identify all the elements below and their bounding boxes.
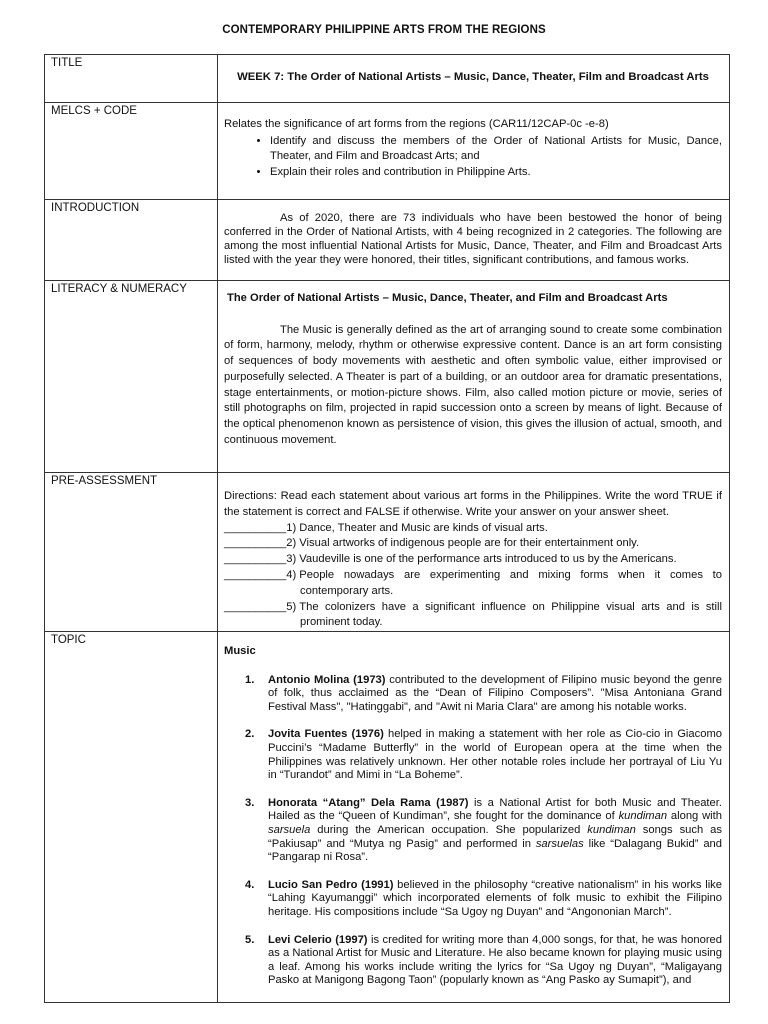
item-text: The colonizers have a significant influence on Philippine visual arts and is still [299, 600, 722, 613]
row-content-topic [218, 632, 730, 1003]
artist-name: Jovita Fuentes (1976) [268, 728, 384, 741]
melcs-bullet-list [224, 134, 722, 181]
item-text: Dance, Theater and Music are kinds of visual arts. [299, 521, 548, 534]
row-literacy [45, 281, 730, 473]
artist-name: Lucio San Pedro (1991) [268, 878, 394, 891]
row-label-topic: TOPIC [45, 632, 218, 1003]
item-text: Visual artworks of indigenous people are for their entertainment only. [299, 537, 640, 550]
artist-item [245, 728, 722, 782]
answer-blank[interactable]: __________ [224, 600, 287, 613]
melcs-bullet: • Explain their roles and contribution in Philippine Arts. [270, 165, 722, 181]
item-number: 5) [286, 600, 297, 613]
item-number: 4) [286, 568, 297, 581]
melcs-intro: Relates the significance of art forms from the regions (CAR11/12CAP-0c -e-8) [224, 118, 609, 130]
row-content-literacy [218, 281, 730, 473]
artist-item [245, 878, 723, 920]
artist-number: 4. [245, 878, 255, 891]
melcs-bullet: • Identify and discuss the members of the Order of National Artists for Music, Dance, Theater, and Film and Broadcast Arts; and [270, 134, 722, 165]
artist-number: 5. [245, 933, 255, 946]
artist-item [245, 933, 722, 988]
item-text-continued: contemporary arts. [300, 584, 394, 597]
preassessment-item [224, 536, 722, 552]
row-melcs [45, 103, 730, 200]
lesson-table [44, 54, 730, 1003]
introduction-text: As of 2020, there are 73 individuals who have been bestowed the honor of being conferred in the Order of National Artists, with 4 being recognized in 2 categories. The following are among the most influential National Artists for Music, Dance, Theater, and Film and Broadcast Arts listed with the year they were honored, their titles, significant contributions, and famous works. [224, 212, 722, 266]
row-content-preassessment [218, 473, 730, 632]
row-label-preassessment: PRE-ASSESSMENT [45, 473, 218, 632]
artist-item [245, 673, 722, 715]
week-title: WEEK 7: The Order of National Artists – Music, Dance, Theater, Film and Broadcast Arts [237, 71, 709, 83]
item-number: 3) [286, 553, 297, 566]
artist-name: Honorata “Atang” Dela Rama (1987) [268, 796, 469, 809]
row-label-introduction: INTRODUCTION [45, 200, 218, 281]
preassessment-item [224, 552, 722, 568]
preassessment-item [224, 568, 722, 600]
item-number: 2) [286, 537, 297, 550]
artist-description: contributed to the development of Filipino music beyond the genre of folk, thus acclaimed as the “Dean of Filipino Composers”. "Misa Antoniana Grand Festival Mass", "Hatinggabi", and "Awit ni Maria Clara" are among his notable works. [268, 673, 722, 713]
answer-blank[interactable]: __________ [224, 553, 287, 566]
preassessment-item [224, 600, 722, 632]
artist-name: Levi Celerio (1997) [268, 933, 368, 946]
answer-blank[interactable]: __________ [224, 568, 287, 581]
item-number: 1) [286, 521, 297, 534]
row-preassessment [45, 473, 730, 632]
row-title [45, 55, 730, 103]
answer-blank[interactable]: __________ [224, 521, 287, 534]
row-content-melcs [218, 103, 730, 200]
topic-section-heading: Music [224, 645, 256, 658]
artist-number: 3. [245, 796, 255, 809]
artist-number: 1. [245, 673, 255, 686]
artist-description: helped in making a statement with her role as Cio-cio in Giacomo Puccini’s “Madame Butterfly” in the world of European opera at the time when the Philippines was relatively unknown. Her other notable roles include her portrayal of Liu Yu in “Turandot” and Mimi in “La Boheme”. [268, 728, 722, 782]
answer-blank[interactable]: __________ [224, 537, 287, 550]
row-label-literacy: LITERACY & NUMERACY [45, 281, 218, 473]
row-label-title: TITLE [45, 55, 218, 103]
row-content-title [218, 55, 730, 103]
artist-list [224, 674, 722, 988]
item-text: Vaudeville is one of the performance arts introduced to us by the Americans. [299, 553, 677, 566]
row-topic [45, 632, 730, 1003]
row-introduction [45, 200, 730, 281]
literacy-heading: The Order of National Artists – Music, Dance, Theater, and Film and Broadcast Arts [227, 292, 668, 304]
artist-description: believed in the philosophy “creative nationalism” in his works like “Lahing Kayumanggi” which incorporated elements of folk music to exhibit the Filipino heritage. His compositions include “Sa Ugoy ng Duyan” and “Angononian March”. [268, 878, 723, 918]
preassessment-item [224, 521, 722, 537]
artist-number: 2. [245, 728, 255, 741]
row-label-melcs: MELCS + CODE [45, 103, 218, 200]
literacy-text: The Music is generally defined as the art of arranging sound to create some combination of form, harmony, melody, rhythm or otherwise expressive content. Dance is an art form consisting of sequences of body movements with aesthetic and often symbolic value, either improvised or purposefully selected. A Theater is part of a building, or an outdoor area for dramatic presentations, stage entertainments, or motion-picture shows. Film, also called motion picture or movie, series of still photographs on film, projected in rapid succession onto a screen by means of light. Because of the optical phenomenon known as persistence of vision, this gives the illusion of actual, smooth, and continuous movement. [224, 323, 722, 447]
artist-item [245, 796, 722, 865]
item-text-continued: prominent today. [300, 616, 383, 629]
document-title: CONTEMPORARY PHILIPPINE ARTS FROM THE REGIONS [222, 24, 546, 36]
preassessment-items [224, 521, 722, 632]
row-content-introduction [218, 200, 730, 281]
artist-description: is a National Artist for both Music and Theater. Hailed as the “Queen of Kundiman”, she fought for the dominance of kundiman along with sarsuela during the American occupation. She popularized kundiman songs such as “Pakiusap” and “Mutya ng Pasig” and performed in sarsuelas like “Dalagang Bukid” and “Pangarap ni Rosa”. [268, 796, 722, 864]
artist-name: Antonio Molina (1973) [268, 673, 386, 686]
item-text: People nowadays are experimenting and mixing forms when it comes to [299, 568, 722, 581]
artist-description: is credited for writing more than 4,000 songs, for that, he was honored as a National Artist for Music and Literature. He also became known for playing music using a leaf. Among his works include writing the lyrics for “Sa Ugoy ng Duyan”, “Maligayang Pasko at Manigong Bagong Taon” (popularly known as “Ang Pasko ay Sumapit”), and [268, 933, 722, 987]
preassessment-directions: Directions: Read each statement about various art forms in the Philippines. Write the word TRUE if the statement is correct and FALSE if otherwise. Write your answer on your answer sheet. [224, 490, 722, 518]
